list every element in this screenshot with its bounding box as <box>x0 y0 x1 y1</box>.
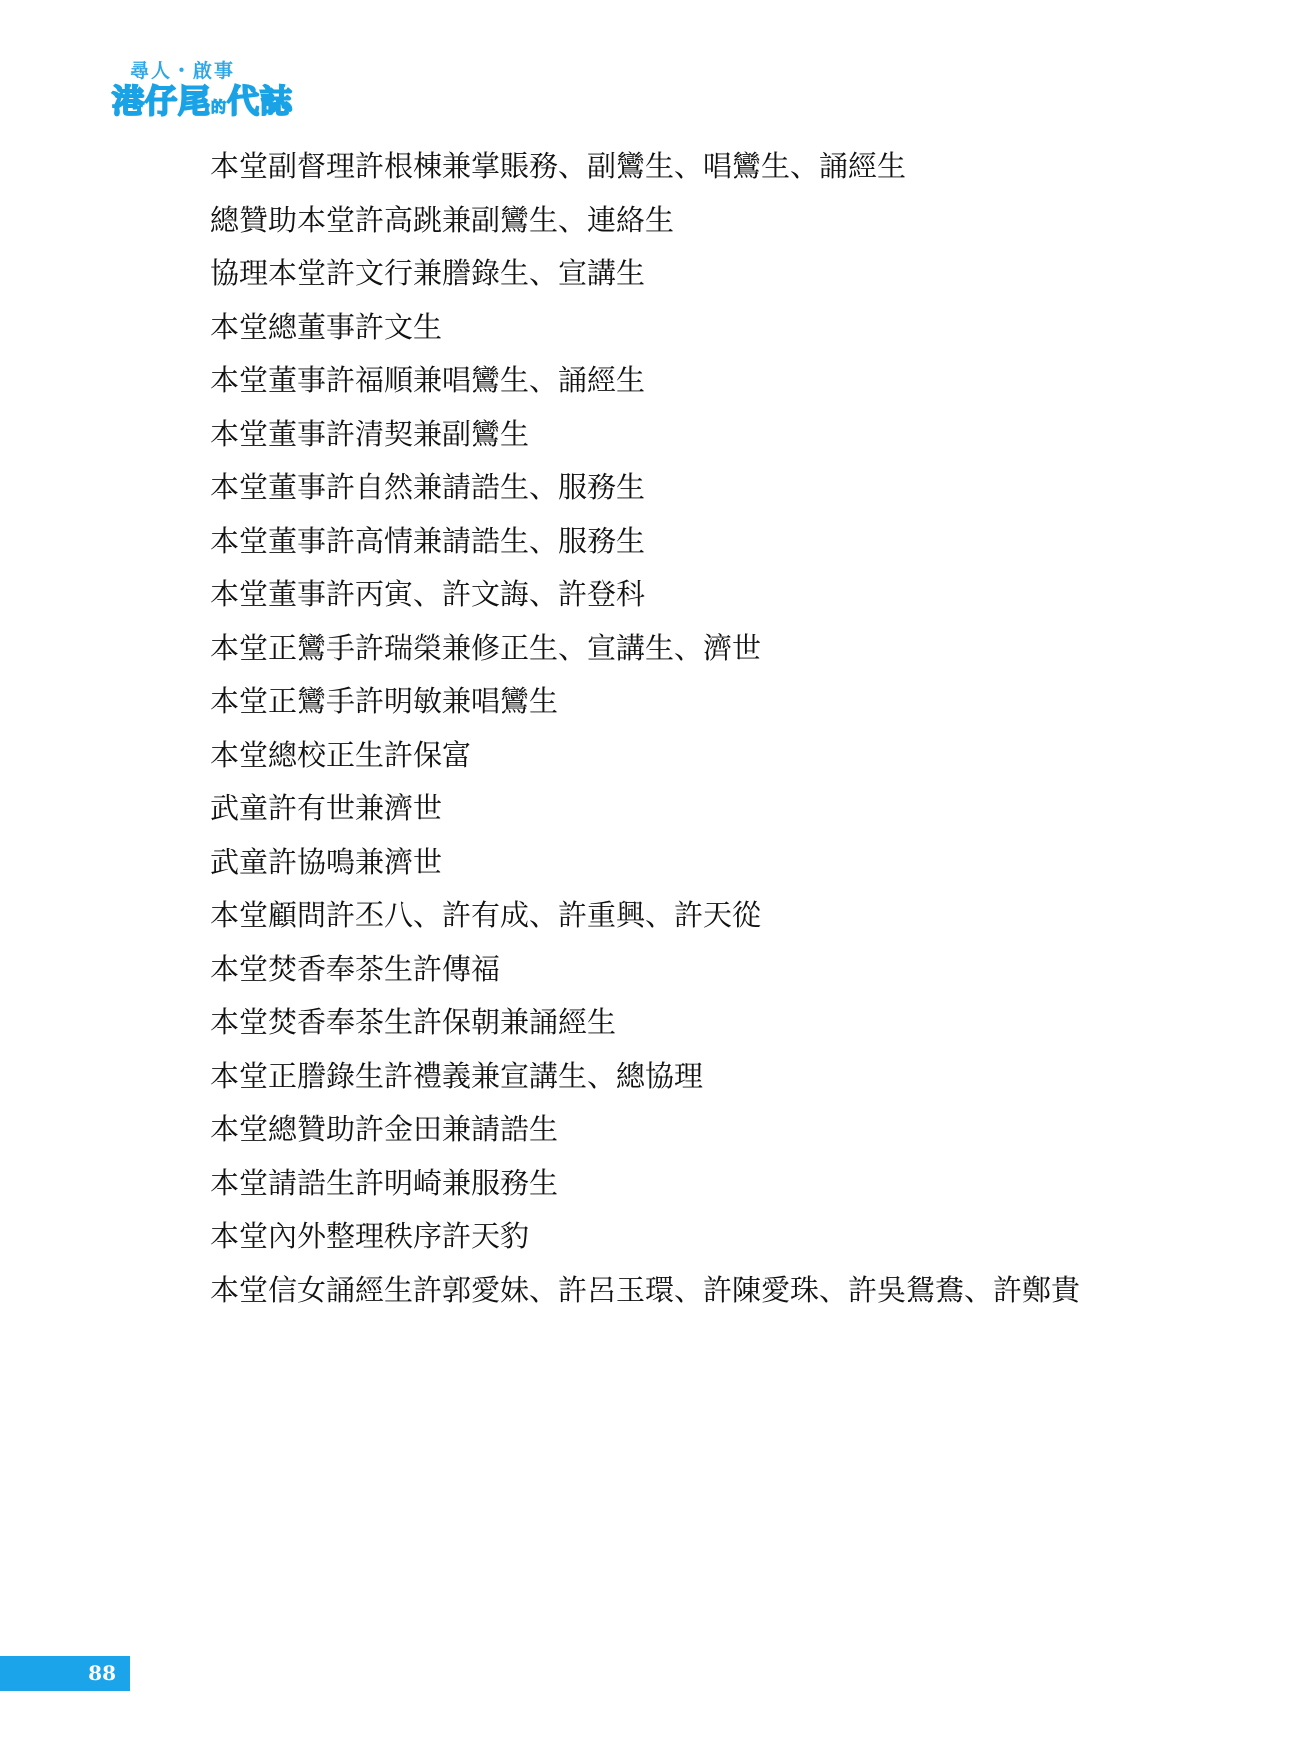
logo-subtitle: 尋人・啟事 <box>130 60 236 82</box>
list-item: 本堂正鸞手許明敏兼唱鸞生 <box>210 684 559 718</box>
list-item: 總贊助本堂許高跳兼副鸞生、連絡生 <box>210 202 675 237</box>
list-item: 本堂副督理許根棟兼掌賬務、副鸞生、唱鸞生、誦經生 <box>210 149 907 183</box>
list-item: 武童許協鳴兼濟世 <box>210 844 443 879</box>
list-item: 本堂總贊助許金田兼請誥生 <box>210 1112 559 1146</box>
list-item: 本堂董事許高情兼請誥生、服務生 <box>210 523 646 558</box>
list-item: 本堂正謄錄生許禮義兼宣講生、總協理 <box>210 1058 704 1093</box>
page-number-tab <box>0 1656 130 1691</box>
book-logo <box>112 52 372 120</box>
list-item: 本堂信女誦經生許郭愛妹、許呂玉環、許陳愛珠、許吳鴛鴦、許鄭貴 <box>210 1272 1081 1307</box>
list-item: 本堂董事許福順兼唱鸞生、誦經生 <box>210 363 646 397</box>
list-item: 本堂董事許丙寅、許文誨、許登科 <box>210 577 646 611</box>
list-item: 本堂焚香奉茶生許傳福 <box>210 951 501 986</box>
list-item: 本堂顧問許丕八、許有成、許重興、許天從 <box>210 898 762 932</box>
list-item: 本堂董事許自然兼請誥生、服務生 <box>210 470 646 504</box>
page-number: 88 <box>88 1661 116 1685</box>
list-item: 協理本堂許文行兼謄錄生、宣講生 <box>210 256 646 290</box>
list-item: 本堂正鸞手許瑞榮兼修正生、宣講生、濟世 <box>210 630 762 665</box>
list-item: 本堂總董事許文生 <box>210 309 443 344</box>
logo-title-part-a: 港仔尾 <box>112 82 212 120</box>
list-item: 本堂焚香奉茶生許保朝兼誦經生 <box>210 1005 617 1039</box>
list-item: 本堂請誥生許明崎兼服務生 <box>210 1165 559 1200</box>
logo-title <box>112 76 293 122</box>
list-item: 武童許有世兼濟世 <box>210 791 443 825</box>
list-item: 本堂總校正生許保富 <box>210 737 472 772</box>
logo-title-part-b: 代誌 <box>227 82 294 120</box>
list-item: 本堂內外整理秩序許天豹 <box>210 1219 530 1253</box>
member-list <box>210 140 1170 1317</box>
list-item: 本堂董事許清契兼副鸞生 <box>210 416 530 451</box>
logo-title-particle: 的 <box>211 98 228 116</box>
